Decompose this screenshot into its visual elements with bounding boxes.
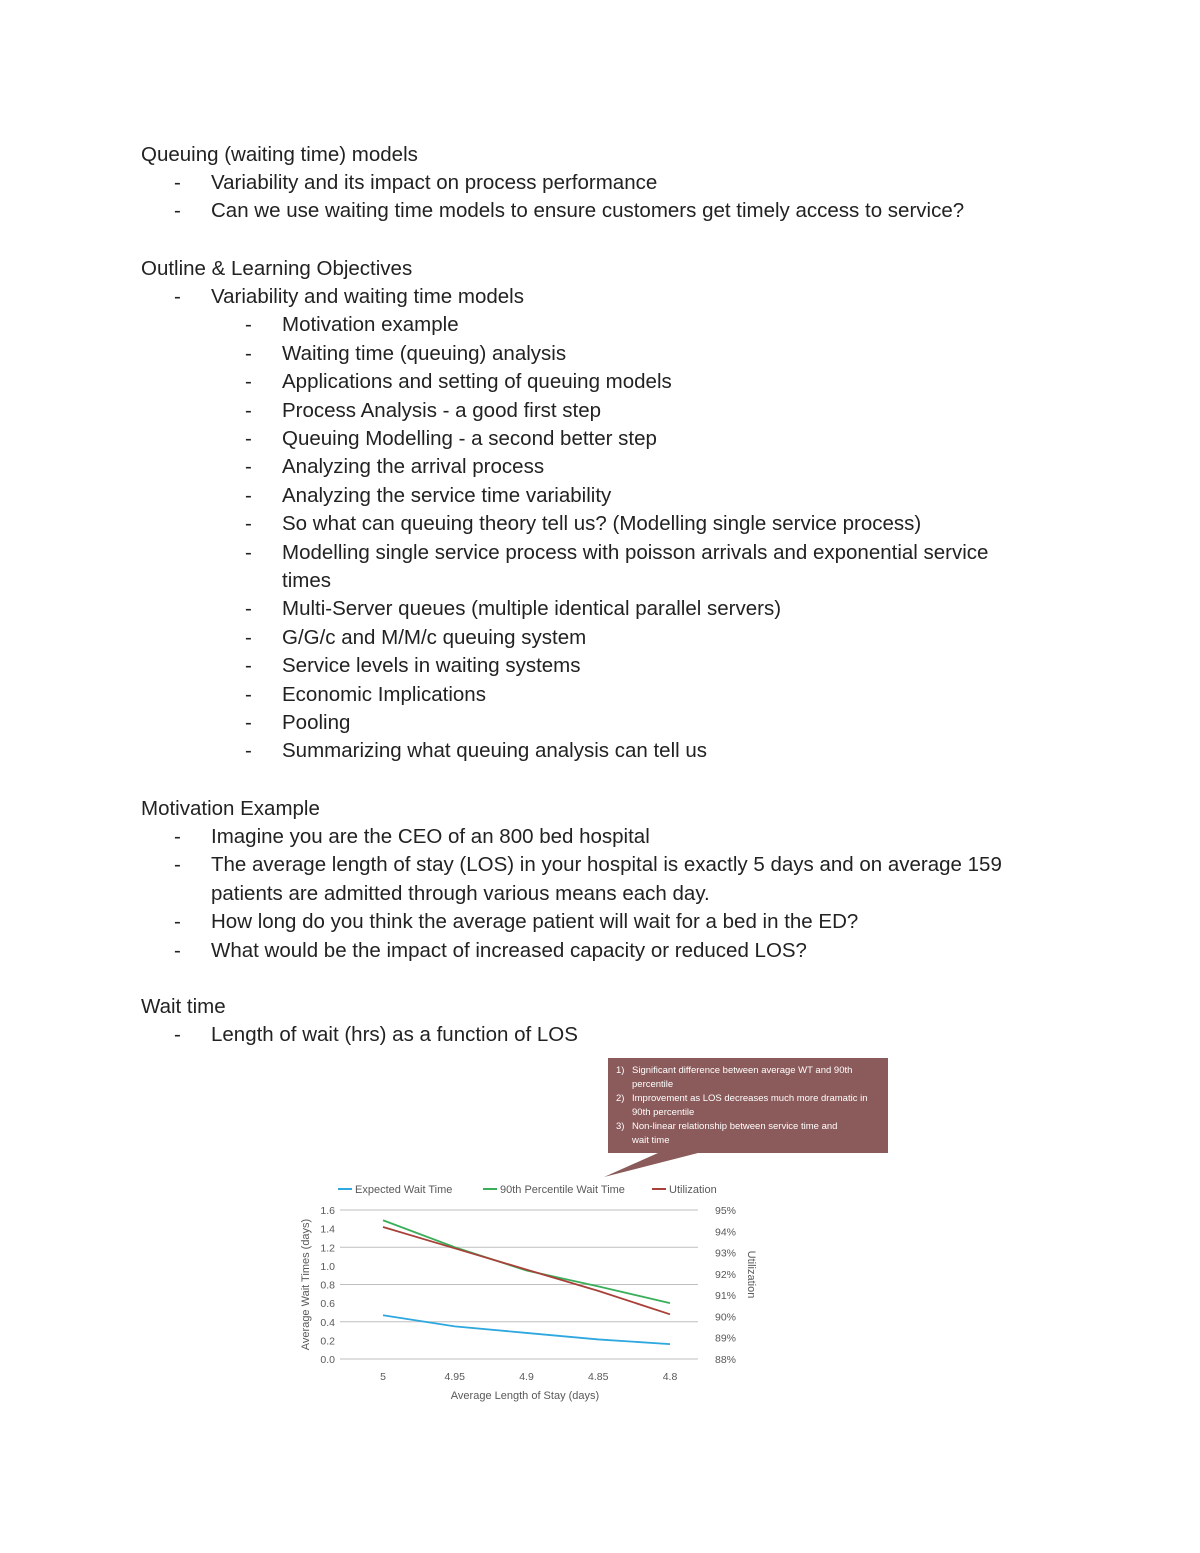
y2-tick-label: 90%	[715, 1311, 737, 1324]
x-tick-label: 4.9	[519, 1371, 534, 1383]
list-item-text: Can we use waiting time models to ensure customers get timely access to service?	[211, 199, 965, 223]
legend-label: 90th Percentile Wait Time	[500, 1184, 625, 1196]
list-item	[174, 169, 1051, 197]
list-item-text: Analyzing the arrival process	[282, 455, 545, 479]
y-tick-label: 1.0	[320, 1260, 335, 1273]
bullet-dash: -	[245, 313, 252, 337]
list-item-text: Applications and setting of queuing models	[282, 370, 672, 394]
callout-text-line: percentile	[632, 1079, 674, 1090]
bullet-dash: -	[174, 938, 181, 962]
bullet-dash: -	[245, 398, 252, 422]
bullet-dash: -	[245, 682, 252, 706]
series-line-90th-percentile-wait-time	[383, 1220, 670, 1303]
y-tick-label: 0.4	[320, 1316, 335, 1329]
list-item-text: Modelling single service process with poisson arrivals and exponential service times	[282, 540, 989, 592]
list-item	[245, 737, 1042, 765]
callout-number: 1)	[616, 1065, 625, 1076]
list-item-text: Queuing Modelling - a second better step	[282, 427, 657, 450]
bullet-dash: -	[174, 199, 181, 223]
callout-number: 2)	[616, 1093, 625, 1104]
x-axis-title: Average Length of Stay (days)	[450, 1390, 600, 1402]
list-item	[245, 624, 1042, 652]
section-heading: Motivation Example	[141, 797, 320, 820]
list-item-text: What would be the impact of increased capacity or reduced LOS?	[211, 938, 807, 962]
list-item-text: Motivation example	[282, 313, 459, 337]
callout-text-line: Significant difference between average WT and 90th	[632, 1065, 853, 1076]
y2-tick-label: 92%	[715, 1268, 737, 1281]
callout-text-line: 90th percentile	[632, 1107, 695, 1118]
section-heading: Outline & Learning Objectives	[141, 257, 413, 280]
list-item	[174, 937, 1051, 965]
list-item	[245, 539, 1042, 596]
list-item	[174, 283, 1051, 311]
bullet-dash: -	[174, 1023, 181, 1046]
y2-tick-label: 89%	[715, 1332, 737, 1345]
bullet-dash: -	[174, 853, 181, 877]
callout-text-line: Non-linear relationship between service time and	[632, 1121, 838, 1132]
list-item	[245, 482, 1042, 510]
list-item	[245, 397, 1042, 425]
bullet-dash: -	[245, 597, 252, 621]
bullet-dash: -	[245, 711, 252, 734]
bullet-dash: -	[174, 825, 181, 848]
callout-number: 3)	[616, 1121, 625, 1132]
y-tick-label: 1.6	[320, 1205, 335, 1217]
list-item-text: So what can queuing theory tell us? (Modelling single service process)	[282, 512, 922, 536]
y-tick-label: 0.8	[320, 1279, 335, 1292]
x-tick-label: 5	[380, 1371, 386, 1383]
y-tick-label: 0.0	[320, 1354, 335, 1366]
list-item-text: Summarizing what queuing analysis can tell us	[282, 739, 708, 763]
y-tick-label: 0.2	[320, 1335, 335, 1348]
x-tick-label: 4.8	[662, 1371, 678, 1383]
bullet-dash: -	[245, 739, 252, 763]
y2-tick-label: 94%	[715, 1226, 737, 1239]
list-item	[174, 1021, 1051, 1049]
bullet-dash: -	[174, 171, 181, 194]
list-item-text: Waiting time (queuing) analysis	[282, 341, 567, 365]
list-item	[245, 453, 1042, 481]
list-item-text: Variability and waiting time models	[211, 285, 524, 308]
list-item	[174, 823, 1051, 851]
y-tick-label: 0.6	[320, 1298, 335, 1311]
list-item-text: Variability and its impact on process performance	[211, 171, 658, 194]
list-item	[245, 595, 1042, 623]
list-item	[174, 851, 1051, 908]
list-item-text: Pooling	[282, 711, 351, 734]
list-item-text: Analyzing the service time variability	[282, 483, 612, 507]
series-line-expected-wait-time	[383, 1315, 670, 1344]
bullet-dash: -	[245, 625, 252, 649]
list-item-text: The average length of stay (LOS) in your hospital is exactly 5 days and on average 159 patients are admitted through various means each day.	[211, 853, 1002, 905]
list-item-text: Process Analysis - a good first step	[282, 398, 602, 422]
list-item	[245, 652, 1042, 680]
list-item	[245, 368, 1042, 396]
y2-tick-label: 93%	[715, 1247, 737, 1260]
bullet-dash: -	[245, 455, 252, 479]
callout-pointer	[604, 1153, 698, 1177]
list-item-text: Length of wait (hrs) as a function of LOS	[211, 1023, 578, 1046]
bullet-dash: -	[245, 427, 252, 450]
x-tick-label: 4.85	[588, 1371, 609, 1383]
list-item	[245, 681, 1042, 709]
list-item-text: G/G/c and M/M/c queuing system	[282, 625, 587, 649]
list-item	[245, 709, 1042, 737]
bullet-dash: -	[245, 483, 252, 507]
list-item	[245, 510, 1042, 538]
section-heading: Queuing (waiting time) models	[141, 143, 418, 166]
y2-tick-label: 88%	[715, 1354, 737, 1366]
list-item-text: Imagine you are the CEO of an 800 bed hospital	[211, 825, 650, 848]
list-item-text: Economic Implications	[282, 682, 486, 706]
callout-text-line: Improvement as LOS decreases much more dramatic in	[632, 1093, 868, 1104]
list-item	[174, 908, 1051, 936]
callout-text-line: wait time	[632, 1135, 670, 1146]
y-tick-label: 1.2	[320, 1242, 335, 1255]
bullet-dash: -	[245, 540, 252, 564]
x-tick-label: 4.95	[444, 1371, 465, 1383]
list-item	[245, 425, 1042, 453]
y2-tick-label: 91%	[715, 1290, 737, 1303]
y-tick-label: 1.4	[320, 1223, 335, 1236]
bullet-dash: -	[245, 370, 252, 394]
y2-axis-title: Utilization	[745, 1250, 757, 1299]
list-item-text: How long do you think the average patient will wait for a bed in the ED?	[211, 910, 859, 934]
y-axis-title: Average Wait Times (days)	[300, 1218, 312, 1351]
wait-time-chart	[290, 1055, 910, 1415]
bullet-dash: -	[245, 341, 252, 365]
list-item	[245, 311, 1042, 339]
list-item	[174, 197, 1051, 225]
bullet-dash: -	[245, 654, 252, 678]
list-item-text: Multi-Server queues (multiple identical parallel servers)	[282, 597, 782, 621]
bullet-dash: -	[245, 512, 252, 536]
bullet-dash: -	[174, 285, 181, 308]
list-item-text: Service levels in waiting systems	[282, 654, 581, 678]
y2-tick-label: 95%	[715, 1205, 737, 1217]
bullet-dash: -	[174, 910, 181, 934]
legend-label: Expected Wait Time	[355, 1184, 453, 1196]
section-heading: Wait time	[141, 995, 226, 1018]
legend-label: Utilization	[669, 1184, 717, 1196]
list-item	[245, 340, 1042, 368]
